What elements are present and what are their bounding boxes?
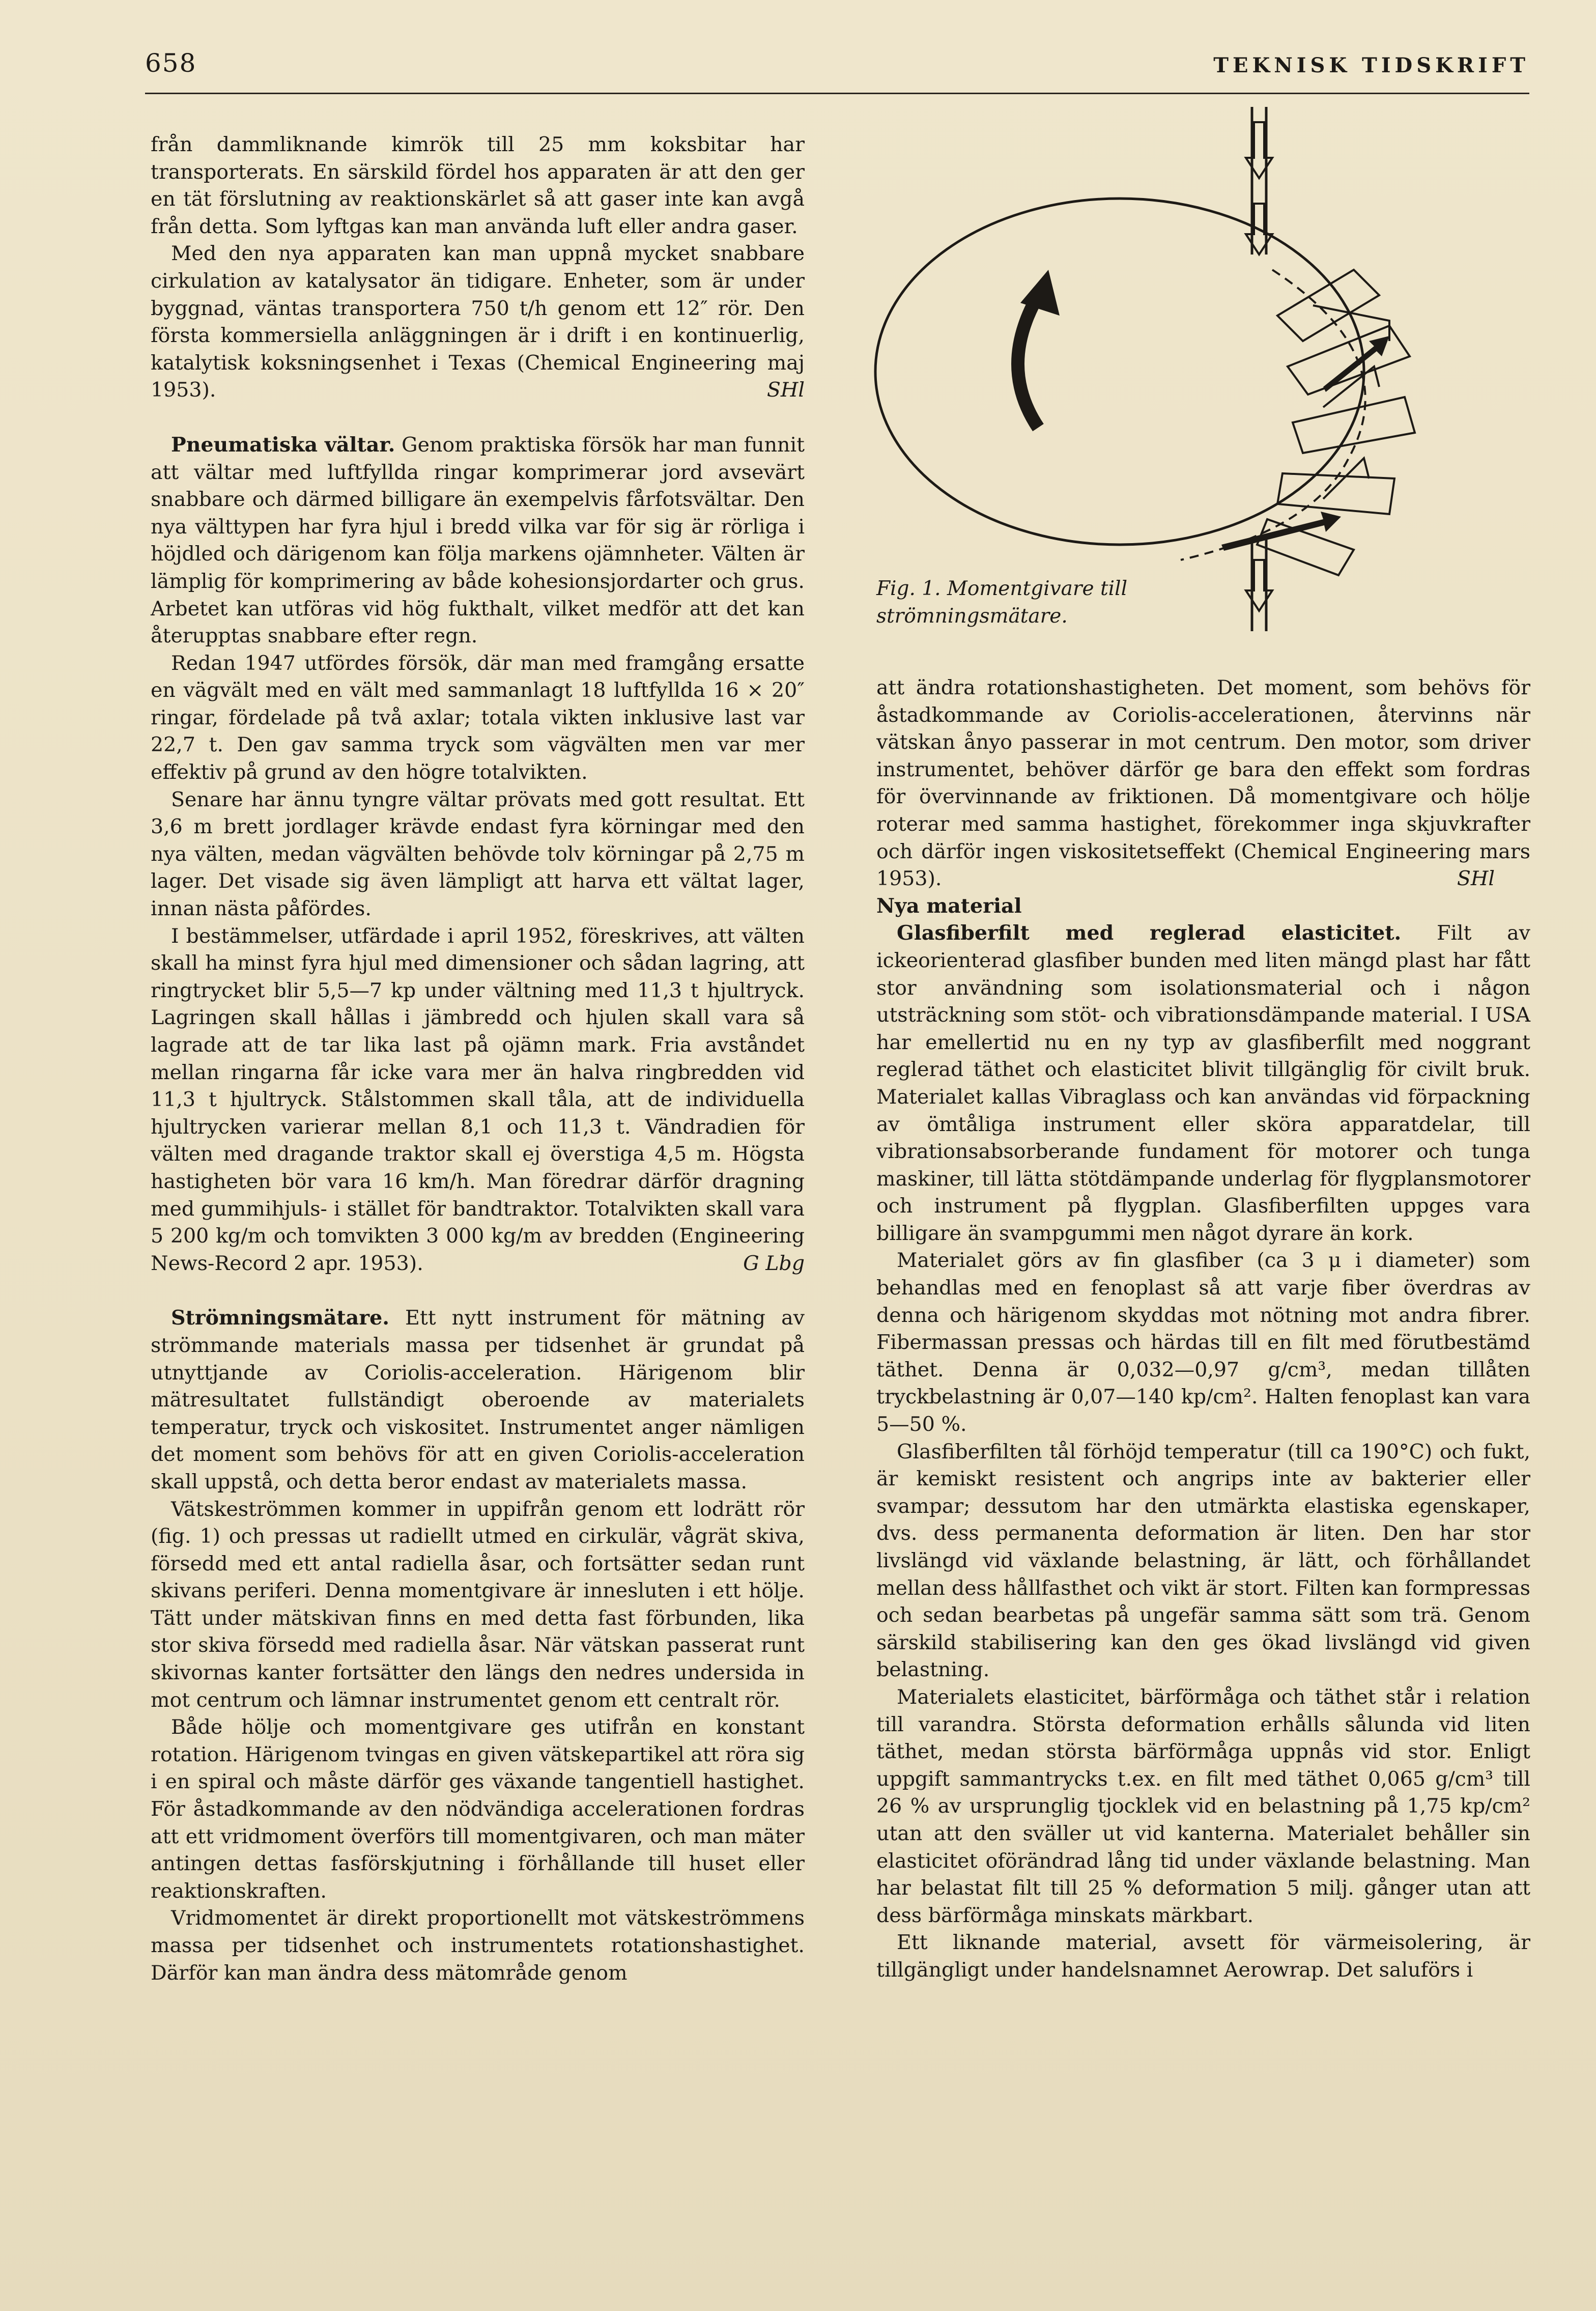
right-column: [876, 674, 1530, 1984]
author-signature: SHl: [1457, 867, 1495, 891]
left-column: [151, 131, 805, 1987]
section-stromningsmatare: Strömningsmätare. Ett nytt instrument för mätning av strömmande materials massa per tidsenhet är grundat på utnyttjande av Coriolis-acceleration. Härigenom blir mätresultatet fullständigt oberoende av materialets temperatur, tryck och viskositet. Instrumentet anger nämligen det moment som behövs för att en given Coriolis-acceleration skall uppstå, och detta beror endast av materialets massa.: [151, 1306, 805, 1493]
paragraph: Vridmomentet är direkt proportionellt mot vätskeströmmens massa per tidsenhet och instrumentets rotationshastighet. Därför kan man ändra dess mätområde genom: [151, 1906, 805, 1985]
paragraph: Glasfiberfilten tål förhöjd temperatur (till ca 190°C) och fukt, är kemiskt resistent och angrips inte av bakterier eller svampar; dessutom har den utmärkta elastiska egenskaper, dvs. dess permanenta deformation är liten. Den har stor livslängd vid växlande belastning, är lätt, och förhållandet mellan dess hållfasthet och vikt är stort. Filten kan formpressas och sedan bearbetas på ungefär samma sätt som trä. Genom särskild stabilisering kan den ges ökad livslängd vid given belastning.: [876, 1440, 1530, 1682]
paragraph: Materialets elasticitet, bärförmåga och täthet står i relation till varandra. Största deformation erhålls sålunda vid liten täthet, medan största bärförmåga uppnås vid stor. Enligt uppgift sammantrycks t.ex. en filt med täthet 0,065 g/cm³ till 26 % av ursprunglig tjocklek vid en belastning på 1,75 kp/cm² utan att den sväller ut vid kanterna. Materialet behåller sin elasticitet oförändrad lång tid under växlande belastning. Man har belastat filt till 25 % deformation 5 milj. gånger utan att dess bärförmåga minskats märkbart.: [876, 1685, 1530, 1927]
paragraph: Vätskeströmmen kommer in uppifrån genom ett lodrätt rör (fig. 1) och pressas ut radiellt utmed en cirkulär, vågrät skiva, försedd med ett antal radiella åsar, och fortsätter sedan runt skivans periferi. Denna momentgivare är innesluten i ett hölje. Tätt under mätskivan finns en med detta fast förbunden, lika stor skiva försedd med radiella åsar. När vätskan passerat runt skivornas kanter fortsätter den längs den nedres undersida in mot centrum och lämnar instrumentet genom ett centralt rör.: [151, 1497, 805, 1712]
figure-caption: Fig. 1. Momentgivare till strömningsmätare.: [876, 577, 1128, 628]
author-signature: G Lbg: [743, 1251, 805, 1275]
rotation-arrow-icon: [1018, 270, 1060, 428]
radial-ridges: [1257, 270, 1415, 575]
paragraph: Både hölje och momentgivare ges utifrån en konstant rotation. Härigenom tvingas en given vätskepartikel att röra sig i en spiral och måste därför ges växande tangentiell hastighet. För åstadkommande av den nödvändiga accelerationen fordras att ett vridmoment överförs till momentgivaren, och man mäter antingen dettas fasförskjutning i förhållande till huset eller reaktionskraften.: [151, 1715, 805, 1903]
paragraph: I bestämmelser, utfärdade i april 1952, föreskrives, att välten skall ha minst fyra hjul med dimensioner och sådan lagring, att ringtrycket blir 5,5—7 kp under vältning med 11,3 t hjultryck. Lagringen skall hållas i jämbredd och hjulen skall vara så lagrade att de tar lika last på ojämn mark. Fria avståndet mellan ringarna får icke vara mer än halva ringbredden vid 11,3 t hjultryck. Stålstommen skall tåla, att de individuella hjultrycken varierar mellan 8,1 och 11,3 t. Vändradien för välten med dragande traktor skall ej överstiga 4,5 m. Högsta hastigheten bör vara 16 km/h. Man föredrar därför dragning med gummihjuls- i stället för bandtraktor. Totalvikten skall vara 5 200 kg/m och tomvikten 3 000 kg/m av bredden (Engineering News-Record 2 apr. 1953). G Lbg: [151, 923, 805, 1278]
paragraph: Med den nya apparaten kan man uppnå mycket snabbare cirkulation av katalysator än tidigare. Enheter, som är under byggnad, väntas transportera 750 t/h genom ett 12″ rör. Den första kommersiella anläggningen är i drift i en kontinuerlig, katalytisk koksningsenhet i Texas (Chemical Engineering maj 1953). SHl: [151, 240, 805, 404]
journal-title: TEKNISK TIDSKRIFT: [1213, 53, 1529, 77]
figure-momentgivare: [865, 102, 1542, 652]
author-signature: SHl: [766, 378, 805, 402]
paragraph: Materialet görs av fin glasfiber (ca 3 μ i diameter) som behandlas med en fenoplast så att varje fiber överdras av denna och härigenom skyddas mot nötning mot andra fibrer. Fibermassan pressas och härdas till en filt med förutbestämd täthet. Denna är 0,032—0,97 g/cm³, medan tillåten tryckbelastning är 0,07—140 kp/cm². Halten fenoplast kan vara 5—50 %.: [876, 1249, 1530, 1436]
paragraph: från dammliknande kimrök till 25 mm koksbitar har transporterats. En särskild fördel hos apparaten är att den ger en tät förslutning av reaktionskärlet så att gaser inte kan avgå från detta. Som lyftgas kan man använda luft eller andra gaser.: [151, 133, 805, 238]
section-pneumatiska-valtar: Pneumatiska vältar. Genom praktiska försök har man funnit att vältar med luftfyllda ringar komprimerar jord avsevärt snabbare och därmed billigare än exempelvis fårfotsvältar. Den nya välttypen har fyra hjul i bredd vilka var för sig är rörliga i höjdled och därigenom kan följa markens ojämnheter. Välten är lämplig för komprimering av både kohesionsjordarter och grus. Arbetet kan utföras vid hög fukthalt, vilket medför att det kan återupptas snabbare efter regn.: [151, 433, 805, 648]
page-number: 658: [145, 48, 197, 78]
page-header: [145, 48, 1529, 89]
paragraph: att ändra rotationshastigheten. Det moment, som behövs för åstadkommande av Coriolis-accelerationen, återvinns när vätskan ånyo passerar in mot centrum. Den motor, som driver instrumentet, behöver därför ge bara den effekt som fordras för övervinnande av friktionen. Då momentgivare och hölje roterar med samma hastighet, förekommer inga skjuvkrafter och därför ingen viskositetseffekt (Chemical Engineering mars 1953). SHl: [876, 674, 1530, 893]
section-lead: Glasfiberfilt med reglerad elasticitet.: [897, 921, 1402, 945]
paragraph: Senare har ännu tyngre vältar prövats med gott resultat. Ett 3,6 m brett jordlager krävde endast fyra körningar med den nya välten, medan vägvälten behövde tolv körningar på 2,75 m lager. Det visade sig även lämpligt att harva ett vältat lager, innan nästa påfördes.: [151, 787, 805, 921]
section-lead: Pneumatiska vältar.: [171, 433, 395, 457]
section-heading-nya-material: Nya material: [876, 894, 1022, 918]
section-lead: Strömningsmätare.: [171, 1306, 389, 1330]
paragraph: Ett liknande material, avsett för värmeisolering, är tillgängligt under handelsnamnet Aerowrap. Det saluförs i: [876, 1931, 1530, 1982]
paragraph: Redan 1947 utfördes försök, där man med framgång ersatte en vägvält med en vält med sammanlagt 18 luftfyllda 16 × 20″ ringar, fördelade på två axlar; totala vikten inklusive last var 22,7 t. Den gav samma tryck som vägvälten men var mer effektiv på grund av den högre totalvikten.: [151, 651, 805, 784]
section-glasfiberfilt: Glasfiberfilt med reglerad elasticitet. Filt av ickeorienterad glasfiber bunden med liten mängd plast har fått stor användning som isolationsmaterial och i någon utsträckning som stöt- och vibrationsdämpande material. I USA har emellertid nu en ny typ av glasfiberfilt med noggrant reglerad täthet och elasticitet blivit tillgänglig för civilt bruk. Materialet kallas Vibraglass och kan användas vid förpackning av ömtåliga instrument eller sköra apparatdelar, till vibrationsabsorberande fundament för motorer och tunga maskiner, till lätta stötdämpande underlag för flygplansmotorer och instrument på flygplan. Glasfiberfilten uppges vara billigare än svampgummi men något dyrare än kork.: [876, 921, 1530, 1245]
header-rule: [145, 93, 1529, 94]
